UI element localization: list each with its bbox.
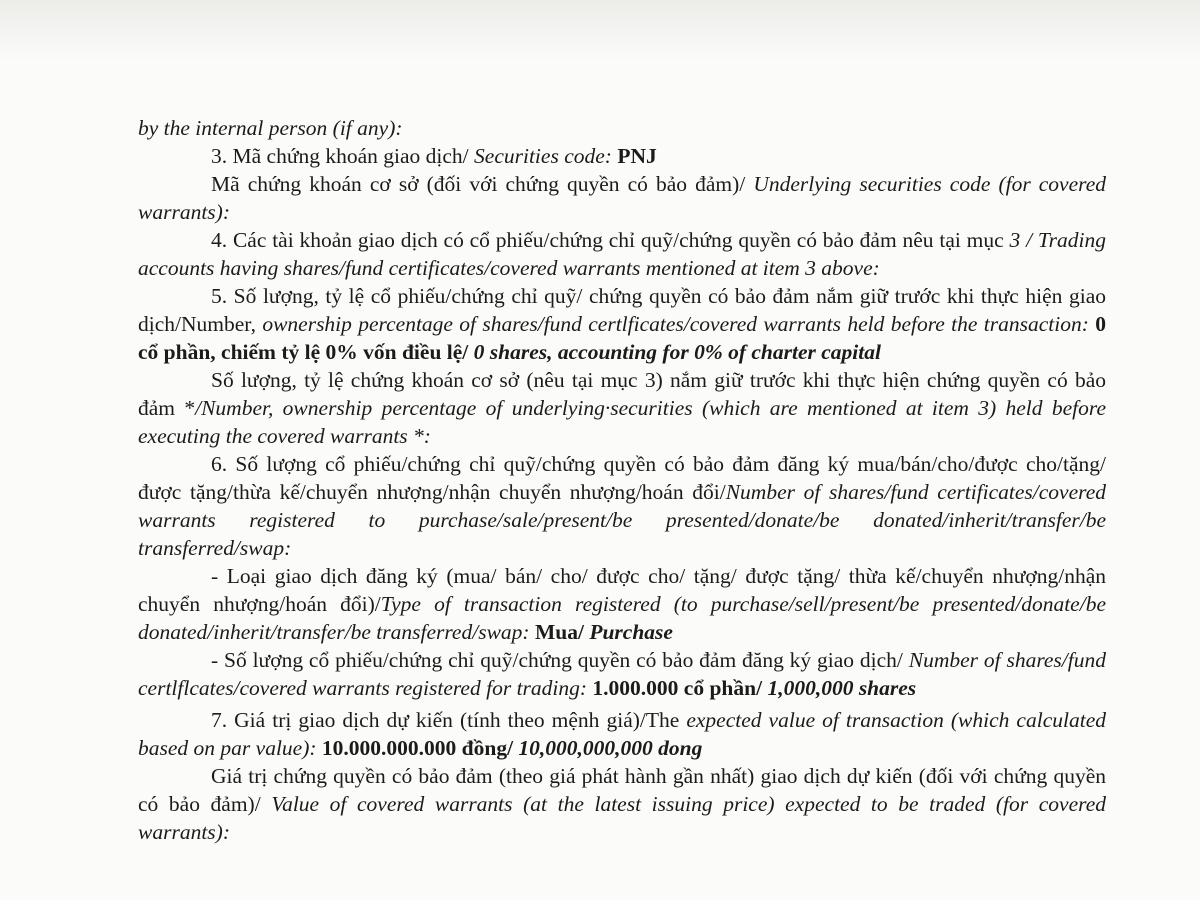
text-vi: 7. Giá trị giao dịch dự kiến (tính theo mệnh giá)/The <box>211 708 687 732</box>
holdings-value-vi: 0 cổ phần, chiếm tỷ lệ 0% vốn điều lệ/ <box>138 312 1106 364</box>
text-en: Value of covered warrants (at the latest issuing price) expected to be traded (for covered warrants): <box>138 792 1106 844</box>
paragraph-internal-person <box>138 114 1106 142</box>
text-vi: Mã chứng khoán cơ sở (đối với chứng quyền có bảo đảm)/ <box>211 172 754 196</box>
paragraph-underlying-code <box>138 170 1106 226</box>
text-vi: 3. Mã chứng khoán giao dịch/ <box>211 144 475 168</box>
text-italic: by the internal person (if any): <box>138 116 403 140</box>
transaction-type-vi: Mua/ <box>534 620 590 644</box>
text-vi: 5. Số lượng, tỷ lệ cổ phiếu/chứng chỉ quỹ/ chứng quyền có bảo đảm nắm giữ trước khi thực hiện giao dịch/Number, <box>138 284 1106 336</box>
text-en: ownership percentage of shares/fund certlficates/covered warrants held before the transaction: <box>262 312 1096 336</box>
text-vi: 6. Số lượng cổ phiếu/chứng chỉ quỹ/chứng quyền có bảo đảm đăng ký mua/bán/cho/được cho/tặng/được tặng/thừa kế/chuyển nhượng/nhận chuyển nhượng/hoán đổi/ <box>138 452 1106 504</box>
text-vi: Số lượng, tỷ lệ chứng khoán cơ sở (nêu tại mục 3) nắm giữ trước khi thực hiện chứng quyền có bảo đảm * <box>138 368 1106 420</box>
text-vi: - Loại giao dịch đăng ký (mua/ bán/ cho/ được cho/ tặng/ được tặng/ thừa kế/chuyển nhượng/nhận chuyển nhượng/hoán đổi)/ <box>138 564 1106 616</box>
text-en: 3 / Trading accounts having shares/fund certificates/covered warrants mentioned at item 3 above: <box>138 228 1106 280</box>
paragraph-securities-code <box>138 142 1106 170</box>
paragraph-shares-registered <box>138 646 1106 702</box>
document-body <box>138 114 1106 846</box>
paragraph-trading-accounts <box>138 226 1106 282</box>
transaction-type-en: Purchase <box>589 620 673 644</box>
shares-value-vi: 1.000.000 cổ phần/ <box>592 676 768 700</box>
expected-value-vi: 10.000.000.000 đồng/ <box>321 736 519 760</box>
expected-value-en: 10,000,000,000 dong <box>518 736 703 760</box>
paragraph-underlying-holdings <box>138 366 1106 450</box>
text-en: /Number, ownership percentage of underlying·securities (which are mentioned at item 3) held before executing the covered warrants *: <box>138 396 1106 448</box>
securities-code-value: PNJ <box>617 144 657 168</box>
paragraph-expected-value <box>138 706 1106 762</box>
holdings-value-en: 0 shares, accounting for 0% of charter capital <box>473 340 881 364</box>
text-vi: Giá trị chứng quyền có bảo đảm (theo giá phát hành gần nhất) giao dịch dự kiến (đối với chứng quyền có bảo đảm)/ <box>138 764 1106 816</box>
paragraph-transaction-type <box>138 562 1106 646</box>
paragraph-holdings-before <box>138 282 1106 366</box>
paragraph-registered-number <box>138 450 1106 562</box>
shares-value-en: 1,000,000 shares <box>767 676 917 700</box>
paragraph-warrant-value <box>138 762 1106 846</box>
text-vi: - Số lượng cổ phiếu/chứng chỉ quỹ/chứng quyền có bảo đảm đăng ký giao dịch/ <box>211 648 909 672</box>
text-en: Number of shares/fund certificates/covered warrants registered to purchase/sale/present/be presented/donate/be donated/inherit/transfer/be transferred/swap: <box>138 480 1107 560</box>
text-en: Type of transaction registered (to purchase/sell/present/be presented/donate/be donated/inherit/transfer/be transferred/swap: <box>138 592 1106 644</box>
scan-shadow <box>0 0 1200 60</box>
text-en: expected value of transaction (which calculated based on par value): <box>138 708 1106 760</box>
text-en: Underlying securities code (for covered warrants): <box>138 172 1107 224</box>
text-vi: 4. Các tài khoản giao dịch có cổ phiếu/chứng chỉ quỹ/chứng quyền có bảo đảm nêu tại mục <box>211 228 1010 252</box>
text-en: Number of shares/fund certlflcates/covered warrants registered for trading: <box>138 648 1106 700</box>
text-en: Securities code: <box>474 144 618 168</box>
